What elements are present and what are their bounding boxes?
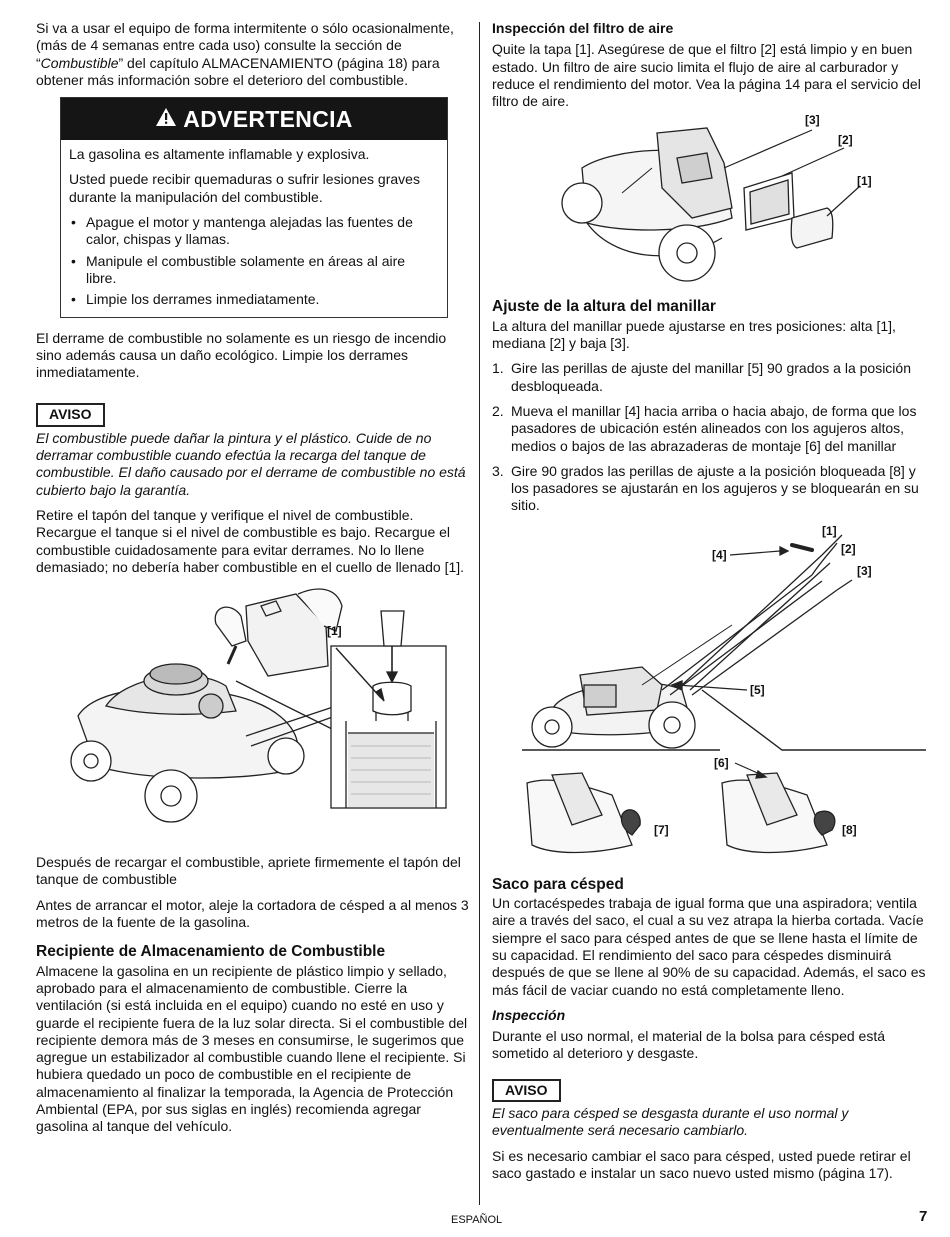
storage-paragraph: Almacene la gasolina en un recipiente de plástico limpio y sellado, aprobado para el almacenamiento de combustible. Cierre la ventilación (si está incluida en el equipo) cuando no esté en uso y guarde el recipiente fuera de la luz solar directa. Si el combustible del recipiente demora más de 3 meses en consumirse, le sugerimos que agregue un estabilizador al combustible cuando llene el recipiente. Si hubiera quedado un poco de combustible en el recipiente de almacenamiento al finalizar la temporada, la Agencia de Protección Ambiental (EPA, por sus siglas en inglés) recomienda agregar gasolina al tanque del vehículo.	[36, 962, 468, 1135]
replace-paragraph: Si es necesario cambiar el saco para césped, usted puede retirar el saco gastado e instalar un saco nuevo usted mismo (página 17).	[492, 1147, 911, 1181]
air-filter-paragraph: Quite la tapa [1]. Asegúrese de que el filtro [2] está limpio y en buen estado. Un filtro de aire sucio limita el flujo de aire al carburador y reduce el rendimiento del motor. Vea la página 14 para el servicio del filtro de aire.	[492, 41, 921, 110]
warning-title: ADVERTENCIA	[183, 106, 353, 133]
left-column	[36, 20, 470, 1144]
bag-heading: Saco para césped	[492, 875, 624, 893]
handle-step: 3. Gire 90 grados las perillas de ajuste a la posición bloqueada [8] y los pasadores se ajustarán en los agujeros y se bloquearán en su sitio.	[492, 462, 919, 514]
warning-box	[60, 97, 448, 317]
handle-step: 2. Mueva el manillar [4] hacia arriba o hacia abajo, de forma que los pasadores de ubicación estén alineados con los agujeros altos, medios o bajos de las abrazaderas de montaje [6] del manillar	[492, 402, 917, 454]
storage-heading: Recipiente de Almacenamiento de Combustible	[36, 943, 386, 961]
right-column	[492, 20, 926, 1190]
handle-callout-1: [1]	[822, 523, 837, 538]
handle-callout-6: [6]	[714, 755, 729, 770]
handle-callout-2: [2]	[841, 541, 856, 556]
warning-triangle-icon	[155, 98, 177, 140]
warning-header	[61, 98, 447, 140]
refuel-paragraph: Retire el tapón del tanque y verifique el nivel de combustible. Recargue el tanque si el nivel de combustible es bajo. Recargue el combustible cuidadosamente para evitar derrames. No lo llene demasiado; no debería haber combustible en el cuello de llenado [1].	[36, 506, 465, 575]
intro-paragraph: Si va a usar el equipo de forma intermitente o sólo ocasionalmente, (más de 4 semanas entre cada uso) consulte la sección de “Combustible” del capítulo ALMACENAMIENTO (página 18) para obtener más información sobre el deterioro del combustible.	[36, 20, 454, 88]
air-callout-1: [1]	[857, 174, 872, 189]
handle-intro: La altura del manillar puede ajustarse en tres posiciones: alta [1], mediana [2] y baja [3].	[492, 317, 896, 352]
notice-text: El combustible puede dañar la pintura y el plástico. Cuide de no derramar combustible cuando efectúa la recarga del tanque de combustible. El daño causado por el derrame de combustible no está cubierto bajo la garantía.	[36, 429, 466, 498]
refuel-illustration	[36, 586, 470, 834]
air-filter-heading: Inspección del filtro de aire	[492, 20, 674, 36]
before-start-paragraph: Antes de arrancar el motor, aleje la cortadora de césped a al menos 3 metros de la fuente de la gasolina.	[36, 896, 469, 931]
warning-line-2: Usted puede recibir quemaduras o sufrir lesiones graves durante la manipulación del combustible.	[69, 171, 420, 205]
column-divider	[479, 22, 480, 1205]
warning-bullets	[69, 214, 439, 308]
notice-label: AVISO	[36, 403, 105, 426]
warning-bullet: • Manipule el combustible solamente en áreas al aire libre.	[69, 253, 439, 288]
refuel-figure	[36, 586, 470, 834]
warning-bullet: • Apague el motor y mantenga alejadas las fuentes de calor, chispas y llamas.	[69, 214, 439, 249]
footer-language: ESPAÑOL	[451, 1214, 503, 1226]
warning-bullet: • Limpie los derrames inmediatamente.	[69, 291, 439, 308]
warning-body	[61, 140, 447, 316]
handle-callout-8: [8]	[842, 822, 857, 837]
refuel-callout-1: [1]	[327, 624, 342, 639]
air-filter-figure	[492, 113, 926, 294]
handle-callout-4: [4]	[712, 547, 727, 562]
handle-figure	[492, 525, 926, 870]
air-filter-illustration	[492, 118, 926, 294]
inspection-heading: Inspección	[492, 1006, 566, 1023]
after-refuel-paragraph: Después de recargar el combustible, apriete firmemente el tapón del tanque de combustible	[36, 854, 461, 888]
inspection-paragraph: Durante el uso normal, el material de la bolsa para césped está sometido al deterioro y desgaste.	[492, 1028, 885, 1062]
bag-notice-text: El saco para césped se desgasta durante el uso normal y eventualmente será necesario cambiarlo.	[492, 1105, 849, 1139]
handle-heading: Ajuste de la altura del manillar	[492, 298, 716, 316]
handle-callout-7: [7]	[654, 822, 669, 837]
handle-callout-5: [5]	[750, 682, 765, 697]
spill-paragraph: El derrame de combustible no solamente es un riesgo de incendio sino además causa un daño ecológico. Limpie los derrames inmediatamente.	[36, 329, 447, 381]
page-number: 7	[919, 1208, 928, 1225]
air-callout-3: [3]	[805, 113, 820, 128]
warning-line-1: La gasolina es altamente inflamable y explosiva.	[69, 146, 370, 163]
bag-notice-label: AVISO	[492, 1079, 561, 1102]
handle-callout-3: [3]	[857, 563, 872, 578]
bag-paragraph: Un cortacéspedes trabaja de igual forma que una aspiradora; ventila aire a través del saco, el cual a su vez atrapa la hierba cortada. Vacíe siempre el saco para césped antes de que se llene hasta el límite de su capacidad. El rendimiento del saco para céspedes disminuirá después de que se llene al 90% de su capacidad. Además, el saco es más fácil de vaciar cuando no está completamente lleno.	[492, 895, 926, 998]
handle-steps	[492, 360, 926, 514]
handle-step: 1. Gire las perillas de ajuste del manillar [5] 90 grados a la posición desbloqueada.	[492, 360, 911, 394]
air-callout-2: [2]	[838, 133, 853, 148]
